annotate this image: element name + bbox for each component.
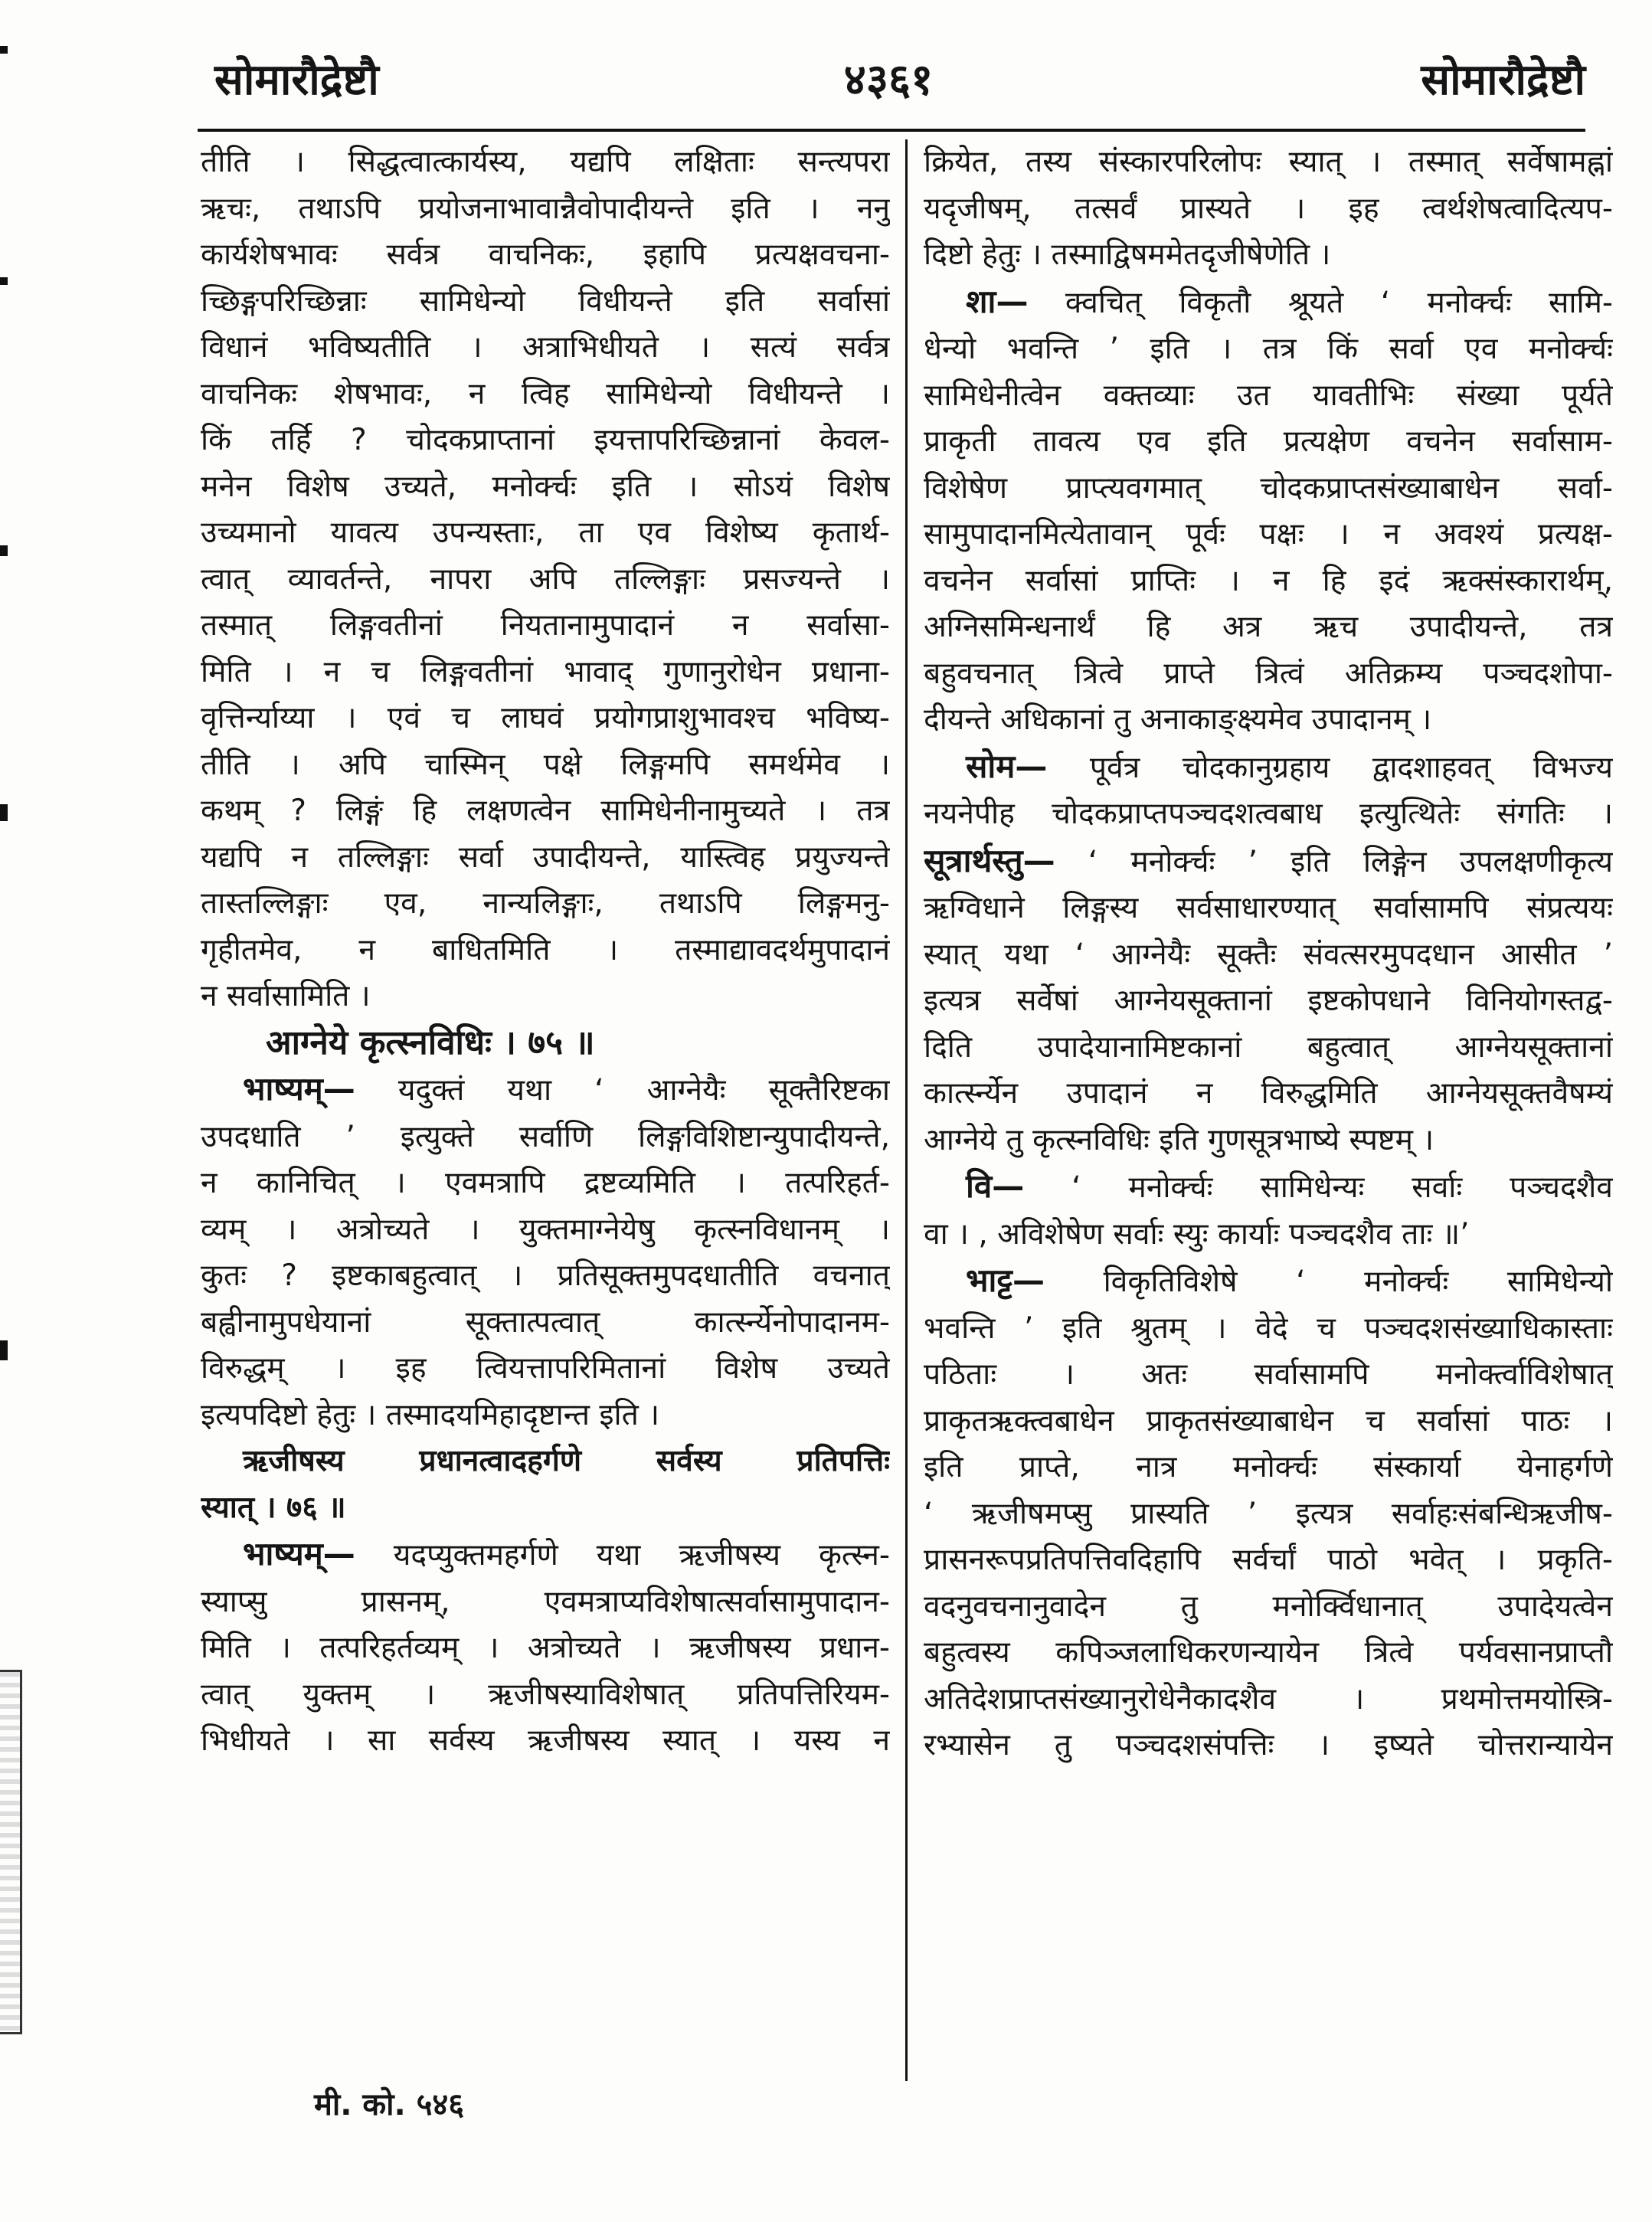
text-line [924, 326, 1613, 373]
line-text: विधानं भविष्यतीति । अत्राभिधीयते । सत्यं सर्वत्र [201, 330, 890, 365]
text-line [201, 1579, 890, 1626]
line-text: इति प्राप्ते, नात्र मनोर्क्चः संस्कार्या येनाहर्गणे [924, 1450, 1613, 1484]
footer-signature: मी. को. ५४६ [314, 2087, 465, 2122]
text-line [201, 139, 890, 186]
line-text: दिष्टो हेतुः । तस्माद्विषममेतदृजीषेणेति । [924, 237, 1331, 272]
line-text: अतिदेशप्राप्तसंख्यानुरोधेनैकादशैव । प्रथमोत्तमयोस्त्रि- [924, 1681, 1613, 1716]
line-text: सामिधेनीत्वेन वक्तव्याः उत यावतीभिः संख्या पूर्यते [924, 378, 1613, 413]
text-line [924, 1491, 1613, 1538]
line-text: वदनुवचनानुवादेन तु मनोर्क्विधानात् उपादेयत्वेन [924, 1589, 1613, 1624]
text-line [201, 603, 890, 650]
line-text: ‘ मनोर्क्चः ’ इति लिङ्गेन उपलक्षणीकृत्य [1055, 844, 1613, 879]
text-line [201, 1066, 890, 1114]
text-line [924, 186, 1613, 233]
text-line [201, 881, 890, 928]
line-text: कार्यशेषभावः सर्वत्र वाचनिकः, इहापि प्रत्यक्षवचना- [201, 237, 890, 272]
line-text: तीति । अपि चास्मिन् पक्षे लिङ्गमपि समर्थमेव । [201, 747, 890, 782]
line-text: पठिताः । अतः सर्वासामपि मनोर्क्त्वाविशेषात् [924, 1357, 1613, 1392]
line-text: किं तर्हि ? चोदकप्राप्तानां इयत्तापरिच्छिन्नानां केवल- [201, 423, 890, 457]
line-text: वा । , अविशेषेण सर्वाः स्युः कार्याः पञ्चदशैव ताः ॥’ [924, 1216, 1470, 1252]
text-line [924, 232, 1613, 279]
line-text: धेन्यो भवन्ति ’ इति । तत्र किं सर्वा एव मनोर्क्चः [924, 332, 1613, 366]
line-text: स्यात् यथा ‘ आग्नेयैः सूक्तैः संवत्सरमुपदधान आसीत ’ [924, 937, 1613, 972]
text-line [201, 928, 890, 974]
line-text: ‘ ऋजीषमप्सु प्रास्यति ’ इत्यत्र सर्वाहःसंबन्धिऋजीष- [924, 1496, 1613, 1531]
line-text: अग्निसमिन्धनार्थं हि अत्र ऋच उपादीयन्ते, तत्र [924, 610, 1613, 644]
sutra-heading [201, 1020, 890, 1067]
line-text: दीयन्ते अधिकानां तु अनाकाङ्क्ष्यमेव उपादानम् । [924, 702, 1432, 737]
line-text: बहुत्वस्य कपिञ्जलाधिकरणन्यायेन त्रित्वे पर्यवसानप्राप्तौ [924, 1635, 1613, 1670]
text-line [201, 279, 890, 326]
line-text: पूर्वत्र चोदकानुग्रहाय द्वादशाहवत् विभज्य [1047, 750, 1613, 785]
text-line [924, 744, 1613, 792]
line-text: क्रियेत, तस्य संस्कारपरिलोपः स्यात् । तस्मात् सर्वेषामह्नां [924, 145, 1613, 179]
line-text: प्रासनरूपप्रतिपत्तिवदिहापि सर्वर्चां पाठो भवेत् । प्रकृति- [924, 1543, 1613, 1577]
text-line [924, 1445, 1613, 1491]
line-text: विशेषेण प्राप्त्यवगमात् चोदकप्राप्तसंख्याबाधेन सर्वा- [924, 470, 1613, 506]
line-text: आग्नेये तु कृत्स्नविधिः इति गुणसूत्रभाष्ये स्पष्टम् । [924, 1122, 1434, 1157]
commentary-label: सोम— [966, 747, 1048, 785]
line-text: रभ्यासेन तु पञ्चदशसंपत्तिः । इष्यते चोत्तरान्यायेन [924, 1728, 1613, 1762]
text-line [201, 1346, 890, 1392]
text-line [201, 371, 890, 418]
text-line [924, 139, 1613, 186]
line-text: कथम् ? लिङ्गं हि लक्षणत्वेन सामिधेनीनामुच्यते । तत्र [201, 794, 890, 828]
running-header [191, 54, 1585, 107]
text-line [924, 791, 1613, 838]
commentary-label: भाष्यम्— [243, 1535, 355, 1572]
header-rule [198, 129, 1585, 132]
line-text: ऋग्विधाने लिङ्गस्य सर्वसाधारण्यात् सर्वासामपि संप्रत्ययः [924, 891, 1613, 925]
text-line [924, 697, 1613, 744]
line-text: यदप्युक्तमहर्गणे यथा ऋजीषस्य कृत्स्न- [355, 1538, 890, 1572]
page-number: ४३६१ [843, 55, 934, 105]
line-text: कुतः ? इष्टकाबहुत्वात् । प्रतिसूक्तमुपदधातीति वचनात् [201, 1258, 890, 1293]
text-line [924, 1352, 1613, 1399]
text-line [201, 232, 890, 279]
text-line [924, 279, 1613, 327]
text-line [201, 835, 890, 882]
text-line [924, 1071, 1613, 1118]
text-line [201, 417, 890, 464]
line-text: मिति । न च लिङ्गवतीनां भावाद् गुणानुरोधेन प्रधाना- [201, 654, 890, 689]
text-line [201, 1253, 890, 1300]
line-text: वृत्तिर्न्याय्या । एवं च लाघवं प्रयोगप्राशुभावश्च भविष्य- [201, 701, 890, 735]
line-text: यदुक्तं यथा ‘ आग्नेयैः सूक्तैरिष्टका [355, 1073, 890, 1108]
text-line [924, 1677, 1613, 1723]
text-line [924, 1025, 1613, 1072]
text-line [201, 695, 890, 742]
text-line [201, 1207, 890, 1254]
text-line [924, 651, 1613, 698]
text-line [924, 885, 1613, 932]
line-text: इत्यत्र सर्वेषां आग्नेयसूक्तानां इष्टकोपधाने विनियोगस्तद्व- [924, 983, 1613, 1018]
text-line [924, 1212, 1613, 1258]
line-text: ऋचः, तथाऽपि प्रयोजनाभावान्नैवोपादीयन्ते इति । ननु [201, 191, 890, 226]
line-text: व्यम् । अत्रोच्यते । युक्तमाग्नेयेषु कृत्स्नविधानम् । [201, 1212, 890, 1247]
line-text: न सर्वासामिति । [201, 979, 371, 1013]
line-text: इत्यपदिष्टो हेतुः । तस्मादयमिहादृष्टान्त इति । [201, 1397, 659, 1432]
line-text: भिधीयते । सा सर्वस्य ऋजीषस्य स्यात् । यस्य न [201, 1723, 890, 1758]
margin-mark [0, 277, 8, 285]
commentary-label: भाट्ट— [966, 1262, 1045, 1299]
text-line [924, 419, 1613, 466]
column-divider [905, 139, 908, 2081]
header-left-title: सोमारौद्रेष्टौ [214, 55, 379, 105]
text-line [924, 1630, 1613, 1677]
line-text: उच्यमानो यावत्य उपन्यस्ताः, ता एव विशेष्य कृतार्थ- [201, 515, 890, 550]
right-column [924, 139, 1613, 2062]
text-line [201, 974, 890, 1020]
text-line [201, 1485, 890, 1532]
text-line [201, 1438, 890, 1485]
margin-mark [0, 46, 8, 54]
line-text: गृहीतमेव, न बाधितमिति । तस्माद्यावदर्थमुपादानं [201, 932, 890, 967]
line-text: च्छिङ्गपरिच्छिन्नाः सामिधेन्यो विधीयन्ते इति सर्वासां [201, 283, 890, 319]
text-line [201, 1672, 890, 1719]
line-text: बहुवचनात् त्रित्वे प्राप्ते त्रित्वं अतिक्रम्य पञ्चदशोपा- [924, 656, 1613, 691]
text-line [201, 1160, 890, 1207]
line-text: स्याप्सु प्रासनम्, एवमत्राप्यविशेषात्सर्वासामुपादान- [201, 1584, 890, 1619]
text-line [924, 1537, 1613, 1584]
line-text: प्राकृतऋक्त्वबाधेन प्राकृतसंख्याबाधेन च सर्वासां पाठः । [924, 1403, 1613, 1438]
text-line [924, 1118, 1613, 1164]
text-line [201, 186, 890, 233]
line-text: त्वात् व्यावर्तन्ते, नापरा अपि तल्लिङ्गाः प्रसज्यन्ते । [201, 561, 890, 597]
text-line [201, 788, 890, 835]
line-text: स्यात् । ७६ ॥ [201, 1490, 346, 1525]
line-text: त्वात् युक्तम् । ऋजीषस्याविशेषात् प्रतिपत्तिरियम- [201, 1677, 890, 1712]
commentary-label: सूत्रार्थस्तु— [924, 841, 1055, 879]
line-text: ‘ मनोर्क्चः सामिधेन्यः सर्वाः पञ्चदशैव [1024, 1170, 1613, 1205]
text-line [924, 1399, 1613, 1445]
text-line [924, 1723, 1613, 1769]
text-line [201, 1625, 890, 1672]
text-line [924, 1306, 1613, 1353]
line-text: वचनेन सर्वासां प्राप्तिः । न हि इदं ऋक्संस्कारार्थम्, [924, 563, 1613, 598]
line-text: मिति । तत्परिहर्तव्यम् । अत्रोच्यते । ऋजीषस्य प्रधान- [201, 1631, 890, 1665]
line-text: तस्मात् लिङ्गवतीनां नियतानामुपादानं न सर्वासा- [201, 608, 890, 643]
text-line [924, 373, 1613, 420]
line-text: विकृतिविशेषे ‘ मनोर्क्चः सामिधेन्यो [1044, 1265, 1613, 1299]
line-text: यदृजीषम्, तत्सर्वं प्रास्यते । इह त्वर्थशेषत्वादित्यप- [924, 191, 1613, 226]
text-line [201, 1114, 890, 1161]
text-line [924, 604, 1613, 651]
line-text: दिति उपादेयानामिष्टकानां बहुत्वात् आग्नेयसूक्तानां [924, 1029, 1613, 1065]
text-line [201, 1718, 890, 1765]
text-line [924, 466, 1613, 512]
margin-mark [0, 804, 8, 821]
text-line [924, 978, 1613, 1025]
commentary-label: शा— [966, 282, 1029, 320]
commentary-label: भाष्यम्— [243, 1070, 355, 1108]
text-line [924, 838, 1613, 886]
line-text: यद्यपि न तल्लिङ्गाः सर्वा उपादीयन्ते, यास्त्विह प्रयुज्यन्ते [201, 839, 890, 875]
line-text: क्वचित् विकृतौ श्रूयते ‘ मनोर्क्चः सामि- [1028, 285, 1613, 320]
line-text: कार्त्स्न्येन उपादानं न विरुद्धमिति आग्नेयसूक्तवैषम्यं [924, 1076, 1613, 1111]
text-line [924, 558, 1613, 605]
text-line [201, 325, 890, 371]
text-line [201, 1392, 890, 1439]
header-right-title: सोमारौद्रेष्टौ [1421, 55, 1585, 105]
text-line [924, 1163, 1613, 1212]
binding-clip [0, 1670, 22, 2034]
line-text: उपदधाति ’ इत्युक्ते सर्वाणि लिङ्गविशिष्टान्युपादीयन्ते, [201, 1119, 890, 1154]
margin-mark [0, 1340, 8, 1360]
text-line [201, 510, 890, 557]
line-text: प्राकृती तावत्य एव इति प्रत्यक्षेण वचनेन सर्वासाम- [924, 424, 1613, 459]
margin-mark [0, 545, 8, 556]
line-text: ऋजीषस्य प्रधानत्वादहर्गणे सर्वस्य प्रतिपत्तिः [243, 1444, 890, 1478]
text-line [924, 1258, 1613, 1306]
line-text: नयनेपीह चोदकप्राप्तपञ्चदशत्वबाध इत्युत्थितेः संगतिः । [924, 797, 1613, 831]
line-text: वाचनिकः शेषभावः, न त्विह सामिधेन्यो विधीयन्ते । [201, 376, 890, 411]
left-column [201, 139, 890, 2062]
text-line [201, 650, 890, 696]
text-line [201, 464, 890, 511]
commentary-label: वि— [966, 1167, 1025, 1205]
line-text: बह्वीनामुपधेयानां सूक्तात्पत्वात् कार्त्स्न्येनोपादानम- [201, 1304, 890, 1340]
text-line [201, 1531, 890, 1579]
text-line [924, 1584, 1613, 1631]
line-text: तीति । सिद्धत्वात्कार्यस्य, यद्यपि लक्षिताः सन्त्यपरा [201, 145, 890, 179]
line-text: मनेन विशेष उच्यते, मनोर्क्चः इति । सोऽयं विशेष [201, 469, 890, 504]
line-text: विरुद्धम् । इह त्वियत्तापरिमितानां विशेष उच्यते [201, 1351, 890, 1386]
text-line [201, 557, 890, 604]
line-text: तास्तल्लिङ्गाः एव, नान्यलिङ्गाः, तथाऽपि लिङ्गमनु- [201, 886, 890, 921]
line-text: न कानिचित् । एवमत्रापि द्रष्टव्यमिति । तत्परिहर्त- [201, 1166, 890, 1200]
line-text: भवन्ति ’ इति श्रुतम् । वेदे च पञ्चदशसंख्याधिकास्ताः [924, 1311, 1613, 1346]
text-line [201, 742, 890, 789]
text-line [924, 512, 1613, 558]
line-text: आग्नेये कृत्स्नविधिः । ७५ ॥ [266, 1023, 595, 1062]
line-text: सामुपादानमित्येतावान् पूर्वः पक्षः । न अवश्यं प्रत्यक्ष- [924, 517, 1613, 551]
text-line [924, 932, 1613, 979]
text-line [201, 1300, 890, 1347]
